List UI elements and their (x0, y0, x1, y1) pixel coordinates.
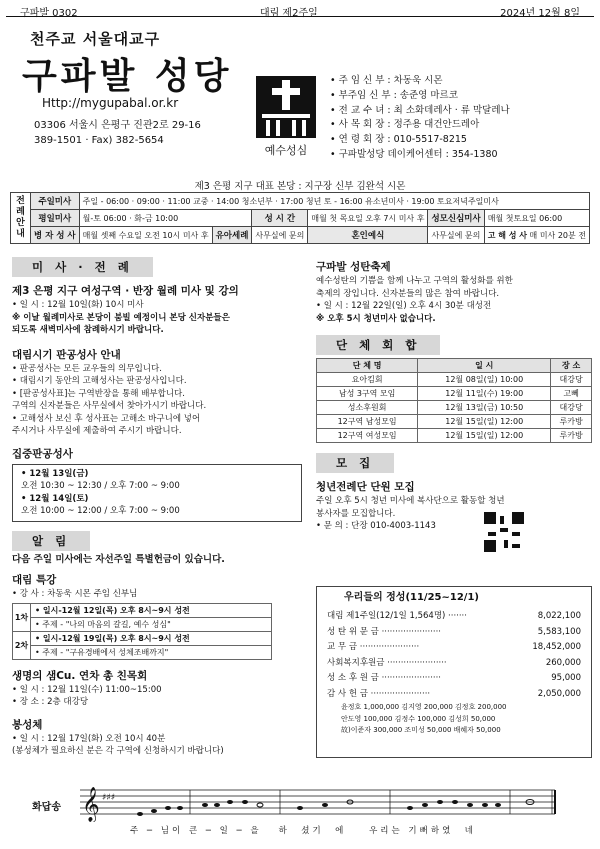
sunday-mass-label: 주일미사 (30, 193, 79, 210)
marian-mass-label: 성모신심미사 (428, 210, 484, 227)
recruit-line: 주일 오후 5시 청년 미사에 복사단으로 활동할 청년 (316, 496, 505, 506)
weekday-mass-times: 월-토 06:00 · 화-금 10:00 (79, 210, 252, 227)
mass-liturgy-note: ※ 이날 월례미사로 본당이 붐빌 예정이니 본당 신자분들은 (12, 312, 230, 323)
donor-line: 故)이준자 300,000 조미성 50,000 배혜자 50,000 (341, 726, 501, 734)
logo-caption: 예수성심 (264, 144, 308, 157)
marian-mass-text: 매월 첫토요일 06:00 (484, 210, 589, 227)
christmas-festival-heading: 구파발 성탄축제 (316, 261, 391, 273)
sacred-heart-logo-icon (256, 76, 316, 160)
staff-item: • 구파발성당 데이케어센터 : 354-1380 (330, 148, 510, 163)
meetings-header: 일 시 (418, 359, 551, 373)
intensive-confession-box (12, 464, 302, 522)
table-row: 12구역 여성모임 12월 15일(일) 12:00 루카방 (317, 429, 592, 443)
mass-liturgy-subheading: 제3 은평 지구 여성구역 · 반장 월례 미사 및 강의 (12, 285, 239, 297)
church-name: 구파발 성당 (22, 56, 233, 97)
festival-line: 예수성탄의 기쁨을 함께 나누고 구역의 활성화를 위한 (316, 276, 513, 286)
lecture-topic: • 주제 - "구유경배에서 성체조배까지" (31, 645, 272, 659)
confession-guide-line: • [판공성사표]는 구역반장을 통해 배부합니다. (12, 388, 185, 399)
confession-day: • 12월 14일(토) (21, 493, 89, 504)
lecture-date: • 일시-12월 19일(목) 오후 8시~9시 성전 (31, 631, 272, 645)
staff-item: • 사 목 회 장 : 정주용 대건안드레아 (330, 118, 510, 133)
offering-row: 성 탄 위 문 금 ······················ 5,583,100 (327, 626, 581, 637)
life-spring-heading: 생명의 샘Cu. 연차 총 친목회 (12, 669, 148, 682)
church-address (34, 118, 201, 148)
liturgy-guide-label: 전례안내 (11, 193, 31, 244)
recruit-contact: • 문 의 : 단장 010-4003-1143 (316, 521, 436, 531)
notice-text: 다음 주일 미사에는 자선주일 특별헌금이 있습니다. (12, 553, 225, 565)
anointing-text: 매월 셋째 수요일 오전 10시 미사 후 (79, 227, 212, 244)
staff-item: • 부주임 신 부 : 송준영 마르코 (330, 89, 510, 104)
group-meetings-table (316, 358, 592, 443)
offering-box (316, 586, 592, 758)
communion-visit-heading: 봉성체 (12, 718, 43, 731)
infant-baptism-text: 사무실에 문의 (252, 227, 308, 244)
table-row: 12구역 남성모임 12월 15일(일) 12:00 루카방 (317, 415, 592, 429)
mass-schedule-table (10, 192, 590, 244)
marriage-text: 사무실에 문의 (428, 227, 484, 244)
festival-line: • 일 시 : 12월 22일(일) 오후 4시 30분 대성전 (316, 301, 492, 311)
confession-guide-line: 구역의 신자분들은 사무실에서 찾아가시기 바랍니다. (12, 401, 207, 411)
svg-text:♯♯♯: ♯♯♯ (102, 793, 116, 803)
church-url[interactable]: Http://mygupabal.or.kr (42, 96, 179, 110)
table-row: 성소후원회 12월 13일(금) 10:50 대강당 (317, 401, 592, 415)
phone-line: 389-1501 · Fax) 382-5654 (34, 135, 164, 146)
left-column (12, 256, 302, 758)
lecture-session: 1차 (13, 603, 31, 631)
confession-label: 고 해 성 사 (487, 230, 527, 240)
qr-code-icon[interactable] (484, 512, 524, 552)
right-column (316, 256, 592, 533)
donor-line: 안도영 100,000 김정수 100,000 김성희 50,000 (341, 714, 496, 723)
group-meetings-heading: 단 체 회 합 (316, 335, 440, 355)
offering-row: 대림 제1주일(12/1일 1,564명) ······· 8,022,100 (327, 611, 581, 621)
staff-item: • 연 령 회 장 : 010-5517-8215 (330, 133, 510, 148)
recruit-line: 봉사자를 모집합니다. (316, 508, 396, 519)
psalm-label: 화답송 (32, 802, 61, 813)
liturgical-sunday: 대림 제2주일 (259, 8, 318, 19)
anointing-label: 병 자 성 사 (30, 227, 79, 244)
confession-guide-line: 주시거나 사무실에 제출하여 주시기 바랍니다. (12, 426, 182, 436)
psalm-lyrics: 주 ─ 님이 큰 ─ 일 ─ 을 하 셨기 에 우리는 기뻐하였 네 (130, 826, 476, 836)
offering-row: 성 소 후 원 금 ······················ 95,000 (327, 673, 581, 683)
meetings-header: 단 체 명 (317, 359, 418, 373)
issue-date: 2024년 12월 8일 (500, 8, 580, 19)
mass-liturgy-heading: 미 사 · 전 례 (12, 257, 153, 277)
confession-day: • 12월 13일(금) (21, 468, 89, 479)
masthead (10, 24, 590, 174)
recruit-heading: 모 집 (316, 453, 394, 473)
archdiocese-name: 천주교 서울대교구 (30, 30, 161, 48)
svg-text:𝄞: 𝄞 (82, 787, 100, 822)
confession-guide-line: • 대림시기 동안의 고해성사는 판공성사입니다. (12, 376, 187, 386)
offering-heading: 우리들의 정성(11/25~12/1) (340, 588, 483, 603)
marriage-label: 혼인예식 (308, 227, 428, 244)
table-row: 남성 3구역 모임 12월 11일(수) 19:00 고뻬 (317, 387, 592, 401)
top-bar (6, 4, 594, 17)
recruit-subheading: 청년전례단 단원 모집 (316, 481, 415, 493)
offering-row: 사회복지후원금 ······················ 260,000 (327, 657, 581, 668)
holy-hour-text: 매월 첫 목요일 오후 7시 미사 후 (308, 210, 428, 227)
communion-visit-line: (봉성체가 필요하신 분은 각 구역에 신청하시기 바랍니다) (12, 746, 224, 756)
lecture-table (12, 603, 272, 660)
confession-time: 오전 10:00 ~ 12:00 / 오후 7:00 ~ 9:00 (21, 506, 180, 516)
confession-guide-line: • 고해성사 보신 후 성사표는 고해소 바구니에 넣어 (12, 413, 201, 424)
holy-hour-label: 성 시 간 (252, 210, 308, 227)
table-row: 요아킴회 12월 08일(일) 10:00 대강당 (317, 373, 592, 387)
staff-item: • 전 교 수 녀 : 최 소화데레사 · 류 막달레나 (330, 104, 510, 119)
confession-cell (484, 227, 589, 244)
advent-lecture-heading: 대림 특강 (12, 574, 57, 586)
meetings-header: 장 소 (551, 359, 592, 373)
address-line: 03306 서울시 은평구 진관2로 29-16 (34, 120, 201, 131)
mass-liturgy-date: • 일 시 : 12월 10일(화) 10시 미사 (12, 300, 144, 310)
district-line: 제3 은평 지구 대표 본당 : 지구장 신부 김완석 시몬 (194, 181, 406, 192)
staff-item: • 주 임 신 부 : 차동욱 시몬 (330, 74, 510, 89)
confession-guide-heading: 대림시기 판공성사 안내 (12, 348, 121, 361)
festival-note: ※ 오후 5시 청년미사 없습니다. (316, 313, 436, 324)
issue-number: 구파발 0302 (20, 8, 78, 19)
lecture-topic: • 주제 - "나의 마음의 갈길, 예수 성심" (31, 617, 272, 631)
offering-row: 교 무 금 ······················ 18,452,000 (327, 642, 581, 652)
responsorial-psalm (10, 776, 590, 842)
confession-time: 오전 10:30 ~ 12:30 / 오후 7:00 ~ 9:00 (21, 481, 180, 491)
life-spring-line: • 장 소 : 2층 대강당 (12, 697, 89, 707)
lecturer-line: • 강 사 : 차동욱 시몬 주임 신부님 (12, 589, 138, 599)
intensive-confession-heading: 집중판공성사 (12, 447, 73, 460)
mass-liturgy-note-2: 되도록 새벽미사에 참례하시기 바랍니다. (12, 325, 164, 335)
music-staff-icon (80, 782, 580, 822)
sunday-mass-times: 주일 - 06:00 · 09:00 · 11:00 교중 · 14:00 청소년부 · 17:00 청년 토 - 16:00 유소년미사 · 19:00 토요저녁주일미사 (79, 193, 589, 210)
life-spring-line: • 일 시 : 12월 11일(수) 11:00~15:00 (12, 684, 162, 695)
confession-guide-line: • 판공성사는 모든 교우들의 의무입니다. (12, 363, 162, 374)
weekday-mass-label: 평일미사 (30, 210, 79, 227)
donor-line: 윤정호 1,000,000 김지영 200,000 김정호 200,000 (341, 703, 507, 711)
lecture-session: 2차 (13, 631, 31, 659)
confession-text: 매 미사 20분 전 (529, 230, 586, 240)
offering-row: 감 사 헌 금 ······················ 2,050,000 (327, 688, 581, 699)
lecture-date: • 일시-12월 12일(목) 오후 8시~9시 성전 (31, 603, 272, 617)
notice-heading: 알 림 (12, 531, 90, 551)
staff-list (330, 74, 510, 163)
infant-baptism-label: 유아세례 (212, 227, 252, 244)
communion-visit-line: • 일 시 : 12월 17일(화) 오전 10시 40분 (12, 733, 166, 744)
festival-line: 축제의 장입니다. 신자분들의 많은 참여 바랍니다. (316, 288, 500, 299)
